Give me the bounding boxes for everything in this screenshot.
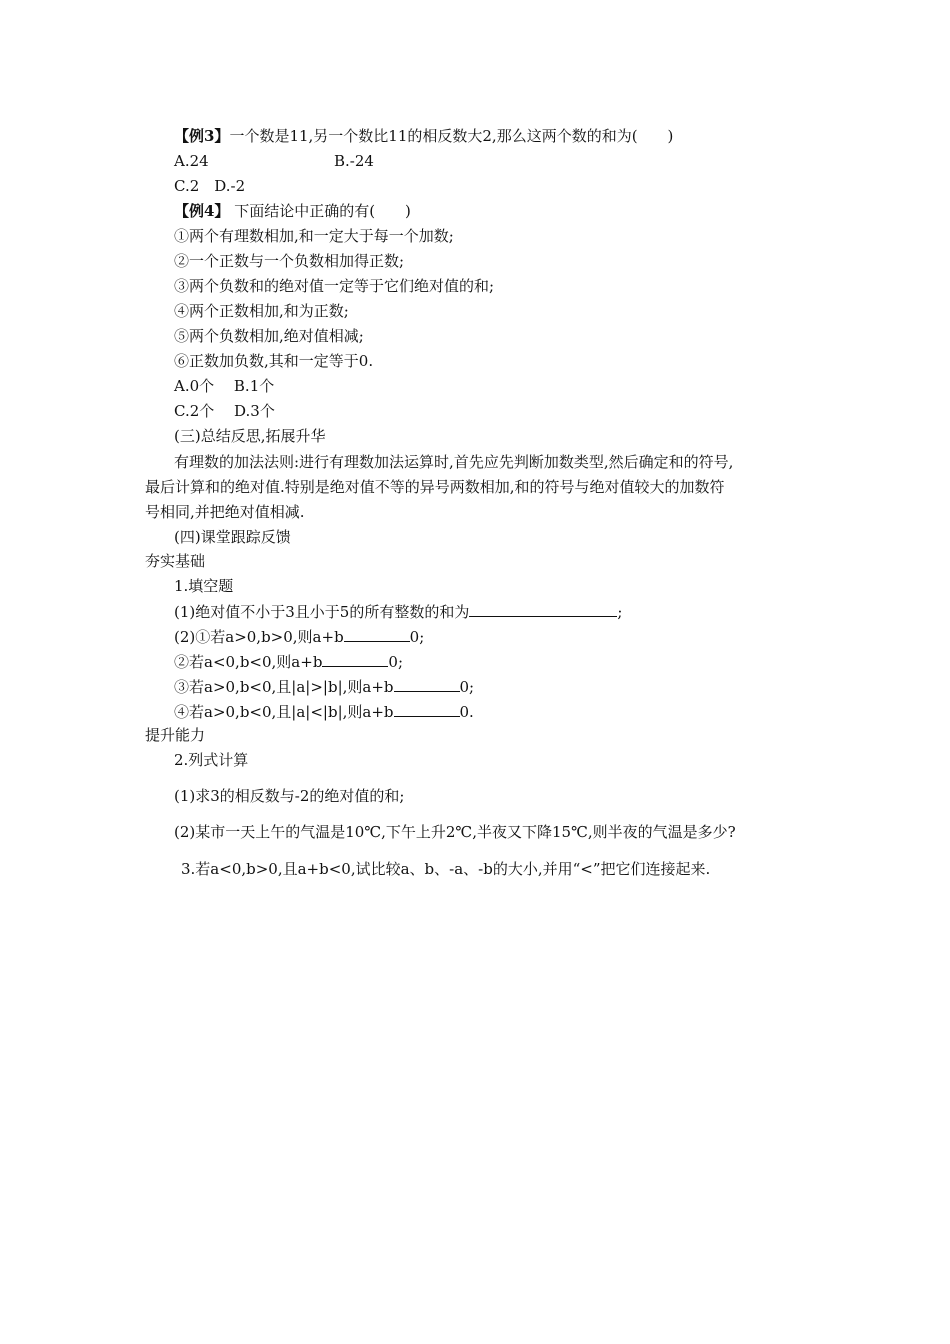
answer-blank[interactable]	[322, 651, 388, 667]
answer-blank[interactable]	[344, 626, 410, 642]
example-4-options-ab: A.0个 B.1个	[174, 377, 275, 395]
ability-heading: 提升能力	[145, 726, 206, 744]
example-4-tag: 【例4】	[174, 202, 230, 220]
answer-blank[interactable]	[469, 601, 617, 617]
section-3-paragraph-line: 号相同,并把绝对值相减.	[145, 503, 305, 521]
section-3-title: (三)总结反思,拓展升华	[174, 427, 326, 445]
question-1-2a: (2)①若a>0,b>0,则a+b 0;	[174, 628, 425, 646]
example-4-item: ⑥正数加负数,其和一定等于0.	[174, 352, 374, 370]
example-4-item: ③两个负数和的绝对值一定等于它们绝对值的和;	[174, 277, 495, 295]
question-2-2: (2)某市一天上午的气温是10℃,下午上升2℃,半夜又下降15℃,则半夜的气温是多少?	[174, 823, 736, 841]
question-1-2d: ④若a>0,b<0,且|a|<|b|,则a+b 0.	[174, 703, 474, 721]
question-1-1: (1)绝对值不小于3且小于5的所有整数的和为 ;	[174, 603, 623, 621]
example-4-item: ④两个正数相加,和为正数;	[174, 302, 349, 320]
answer-blank[interactable]	[394, 676, 460, 692]
section-4-title: (四)课堂跟踪反馈	[174, 528, 291, 546]
question-3: 3.若a<0,b>0,且a+b<0,试比较a、b、-a、-b的大小,并用“<”把它们连接起来.	[181, 860, 711, 878]
basics-heading: 夯实基础	[145, 552, 206, 570]
example-4-item: ②一个正数与一个负数相加得正数;	[174, 252, 405, 270]
example-3-options-ab	[174, 151, 374, 171]
example-4-options-cd: C.2个 D.3个	[174, 402, 275, 420]
example-3-tag: 【例3】	[174, 127, 230, 145]
example-4-item: ⑤两个负数相加,绝对值相减;	[174, 327, 364, 345]
section-3-paragraph-line: 有理数的加法法则:进行有理数加法运算时,首先应先判断加数类型,然后确定和的符号,	[174, 453, 734, 471]
option-a: A.24	[174, 152, 209, 170]
example-3-question: 【例3】一个数是11,另一个数比11的相反数大2,那么这两个数的和为( )	[174, 127, 674, 145]
section-3-paragraph-line: 最后计算和的绝对值.特别是绝对值不等的异号两数相加,和的符号与绝对值较大的加数符	[145, 478, 725, 496]
question-1-2c: ③若a>0,b<0,且|a|>|b|,则a+b 0;	[174, 678, 475, 696]
question-1-title: 1.填空题	[174, 577, 234, 595]
option-b: B.-24	[334, 152, 374, 170]
answer-blank[interactable]	[394, 701, 460, 717]
example-3-options-cd: C.2 D.-2	[174, 177, 246, 195]
example-4-question: 【例4】 下面结论中正确的有( )	[174, 202, 411, 220]
example-4-item: ①两个有理数相加,和一定大于每一个加数;	[174, 227, 454, 245]
question-1-2b: ②若a<0,b<0,则a+b 0;	[174, 653, 404, 671]
question-2-title: 2.列式计算	[174, 751, 249, 769]
question-2-1: (1)求3的相反数与-2的绝对值的和;	[174, 787, 405, 805]
